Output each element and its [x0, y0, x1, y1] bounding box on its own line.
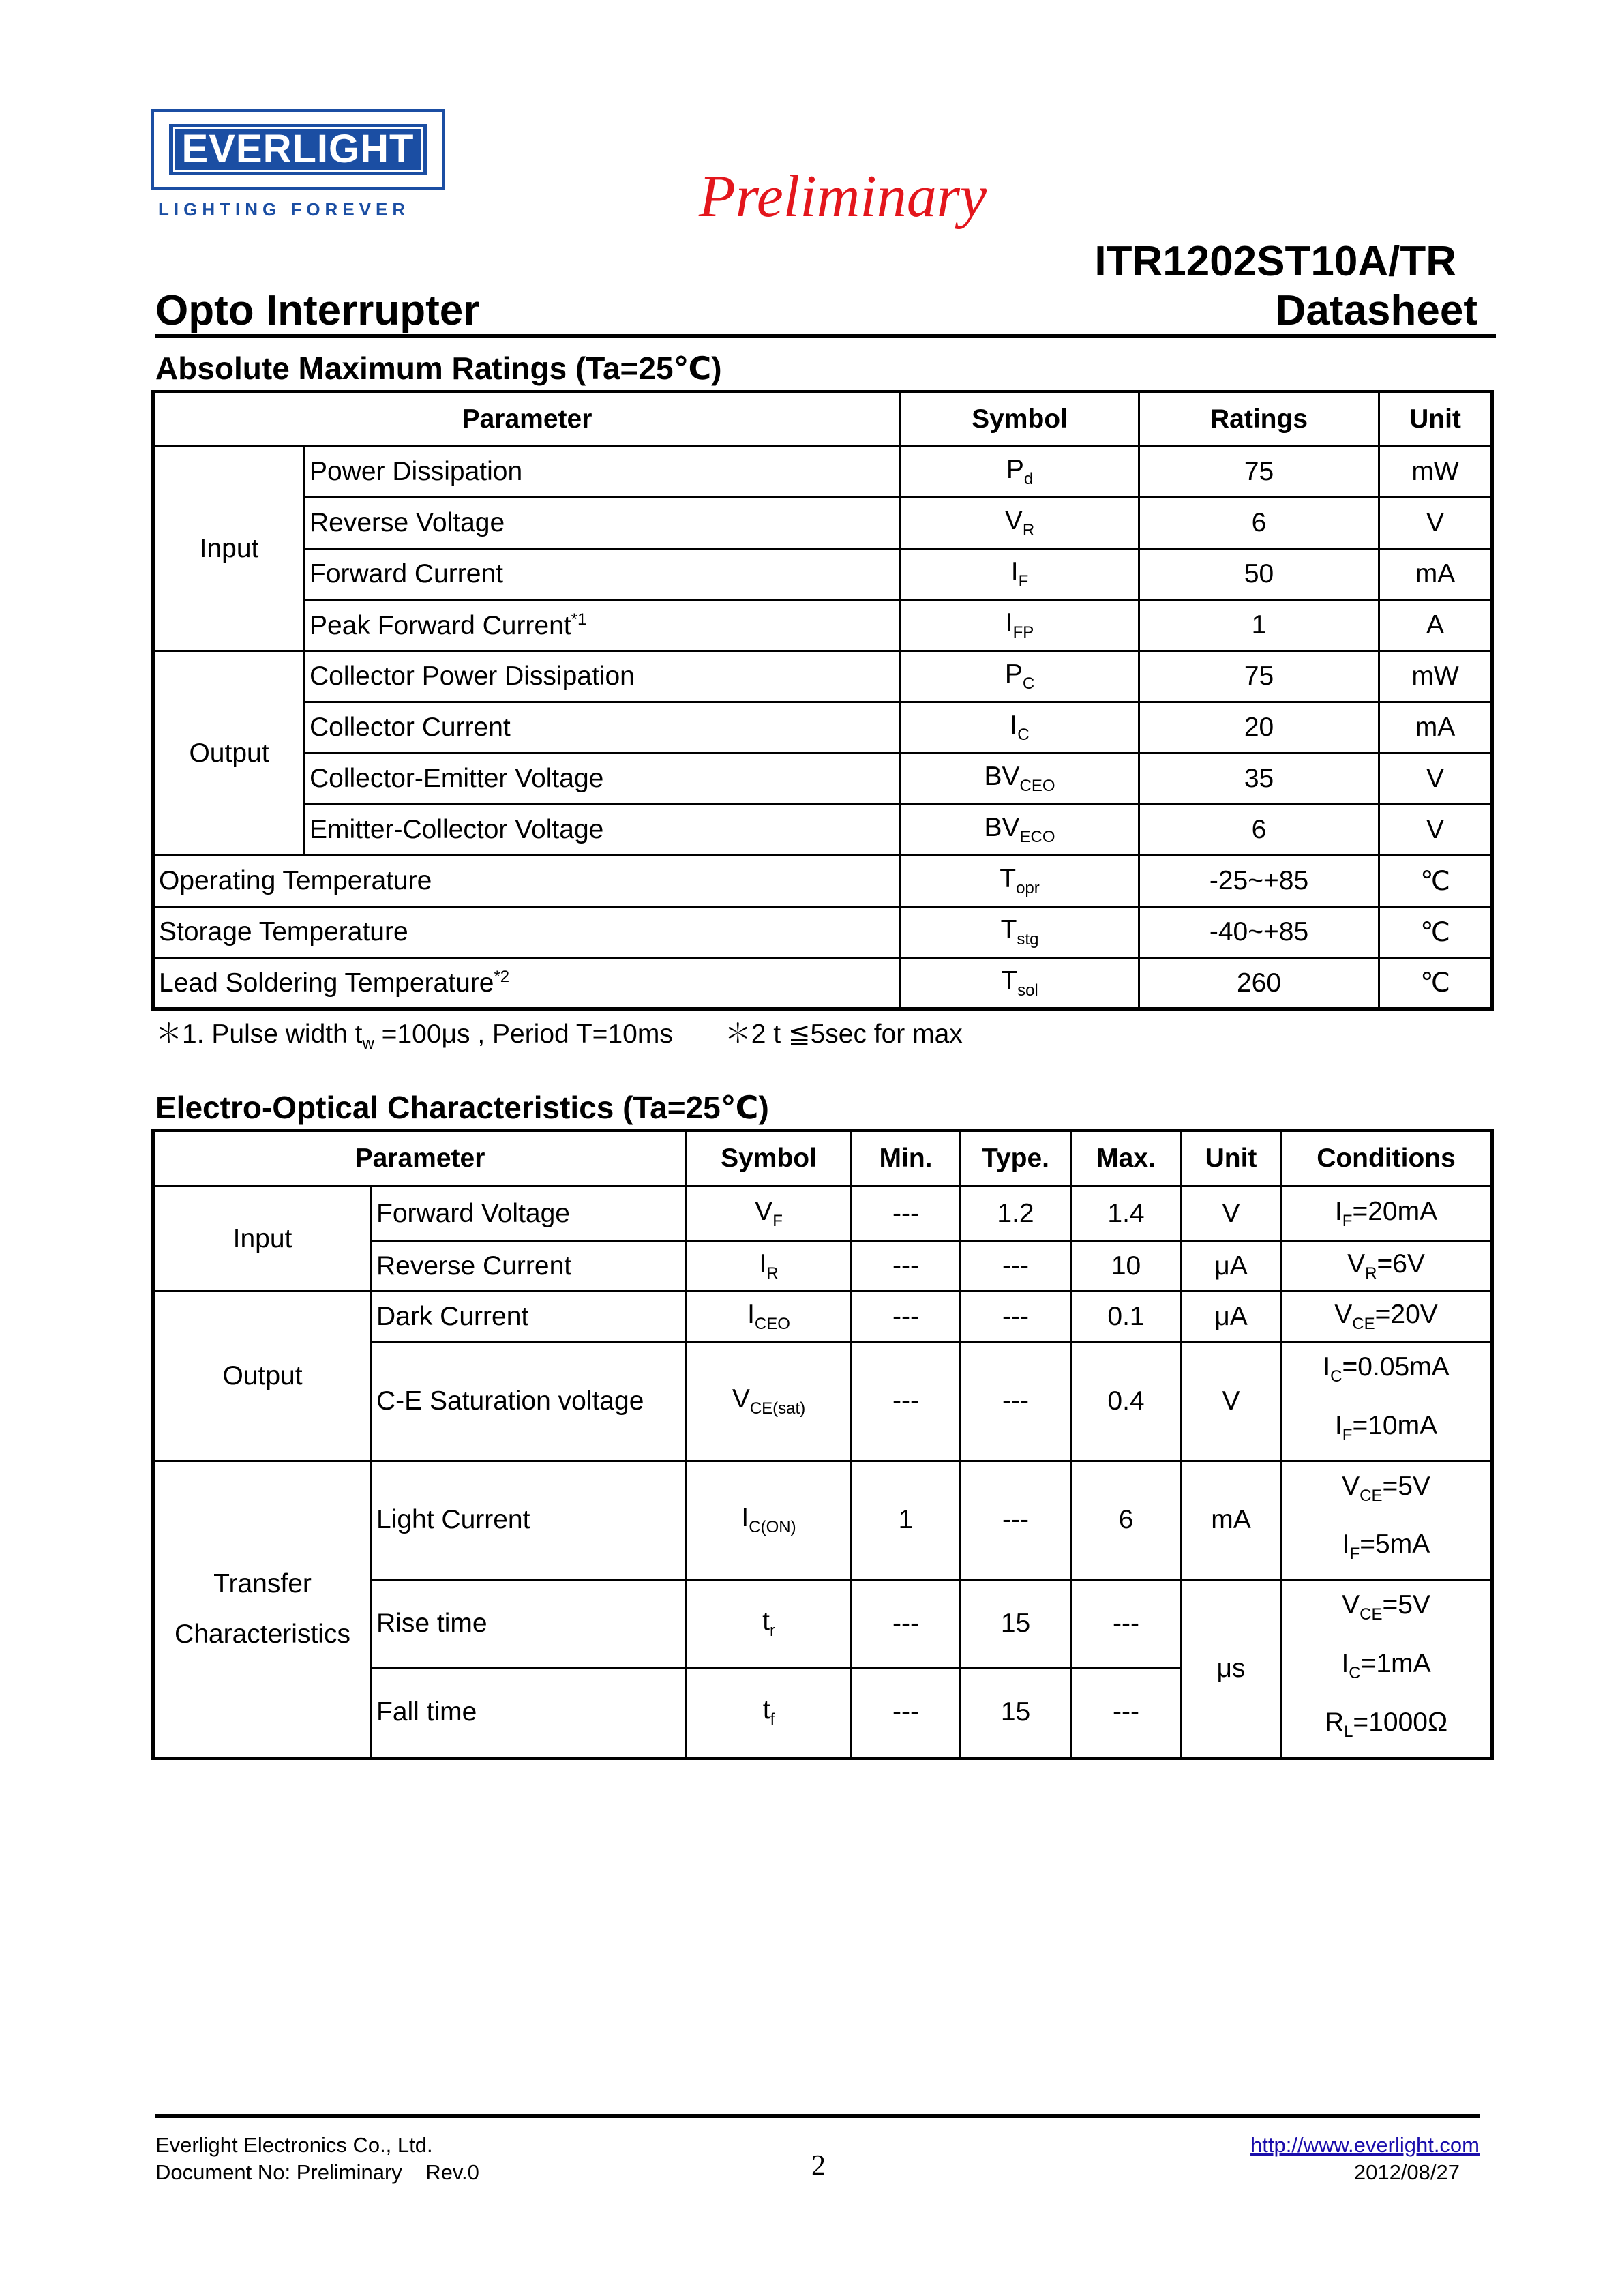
max-cell: 0.4 [1071, 1342, 1182, 1461]
doc-type: Datasheet [1275, 287, 1477, 334]
footer-doc-no: Document No: Preliminary Rev.0 [155, 2160, 479, 2184]
param-cell: Light Current [372, 1461, 687, 1580]
unit-cell: mW [1379, 651, 1492, 702]
rating-cell: 75 [1139, 447, 1379, 498]
cond-cell [1281, 1461, 1492, 1580]
min-cell: --- [852, 1187, 961, 1241]
table-row [153, 1187, 1492, 1241]
table-row [153, 651, 1492, 702]
typ-cell: --- [961, 1292, 1071, 1342]
symbol-cell: $I_C$ [901, 702, 1139, 754]
rating-cell: 75 [1139, 651, 1379, 702]
symbol-cell: $V_R$ [901, 498, 1139, 549]
col-symbol: Symbol [687, 1131, 852, 1187]
unit-cell: V [1182, 1187, 1281, 1241]
param-cell: Emitter-Collector Voltage [305, 805, 901, 856]
eo-title: Electro-Optical Characteristics (Ta=25℃) [155, 1090, 769, 1125]
param-cell: Reverse Voltage [305, 498, 901, 549]
preliminary-watermark: Preliminary [699, 164, 987, 230]
unit-cell: V [1379, 805, 1492, 856]
param-cell: Forward Current [305, 549, 901, 600]
rating-cell: 20 [1139, 702, 1379, 754]
condition-line: $R_L=1000\Omega$ [1324, 1707, 1448, 1741]
rating-cell: 6 [1139, 805, 1379, 856]
typ-cell: 1.2 [961, 1187, 1071, 1241]
header-rule [155, 334, 1496, 338]
typ-cell: --- [961, 1342, 1071, 1461]
page-number: 2 [811, 2150, 826, 2181]
unit-cell: mA [1379, 549, 1492, 600]
condition-line: $I_F=10mA$ [1334, 1410, 1438, 1444]
symbol-cell: $BV_{CEO}$ [901, 754, 1139, 805]
param-cell: Forward Voltage [372, 1187, 687, 1241]
param-cell: Dark Current [372, 1292, 687, 1342]
unit-cell: ℃ [1379, 907, 1492, 958]
condition-line: $I_F=5mA$ [1342, 1530, 1430, 1564]
footer-date: 2012/08/27 [1353, 2160, 1460, 2184]
col-max: Max. [1071, 1131, 1182, 1187]
table-row [153, 754, 1492, 805]
symbol-cell: $t_f$ [687, 1667, 852, 1758]
rating-cell: 50 [1139, 549, 1379, 600]
table-row [153, 805, 1492, 856]
symbol-cell: $T_{sol}$ [901, 958, 1139, 1009]
symbol-cell: $P_d$ [901, 447, 1139, 498]
rating-cell: 6 [1139, 498, 1379, 549]
condition-line: $V_{CE}=5V$ [1342, 1471, 1430, 1505]
param-cell: Power Dissipation [305, 447, 901, 498]
group-label: Input [153, 1187, 372, 1292]
max-cell: 1.4 [1071, 1187, 1182, 1241]
unit-cell: V [1379, 498, 1492, 549]
col-symbol: Symbol [901, 392, 1139, 447]
condition-line: $V_{CE}=5V$ [1342, 1590, 1430, 1624]
abs-max-table [151, 390, 1494, 1011]
eo-table [151, 1129, 1494, 1760]
footer-rule [155, 2114, 1480, 2118]
max-cell: 10 [1071, 1241, 1182, 1292]
rating-cell: 35 [1139, 754, 1379, 805]
symbol-cell: $I_{FP}$ [901, 600, 1139, 651]
condition-line: $I_C=0.05mA$ [1323, 1352, 1450, 1386]
cond-cell [1281, 1342, 1492, 1461]
logo-wordmark: EVERLIGHT [169, 124, 427, 175]
symbol-cell: $BV_{ECO}$ [901, 805, 1139, 856]
max-cell: 0.1 [1071, 1292, 1182, 1342]
table-row [153, 549, 1492, 600]
table-row [153, 600, 1492, 651]
group-label: Transfer Characteristics [153, 1461, 372, 1758]
table-row [153, 702, 1492, 754]
unit-cell: μA [1182, 1241, 1281, 1292]
param-cell: C-E Saturation voltage [372, 1342, 687, 1461]
param-cell: Reverse Current [372, 1241, 687, 1292]
symbol-cell: $I_R$ [687, 1241, 852, 1292]
symbol-cell: $T_{opr}$ [901, 856, 1139, 907]
min-cell: --- [852, 1292, 961, 1342]
col-unit: Unit [1182, 1131, 1281, 1187]
max-cell: 6 [1071, 1461, 1182, 1580]
min-cell: --- [852, 1580, 961, 1667]
param-cell: Lead Soldering Temperature$^{*2}$ [153, 958, 901, 1009]
table-row [153, 907, 1492, 958]
col-parameter: Parameter [153, 1131, 687, 1187]
unit-cell: mW [1379, 447, 1492, 498]
max-cell: --- [1071, 1667, 1182, 1758]
table-row [153, 958, 1492, 1009]
cond-cell: $I_F=20mA$ [1281, 1187, 1492, 1241]
symbol-cell: $V_F$ [687, 1187, 852, 1241]
rating-cell: 1 [1139, 600, 1379, 651]
symbol-cell: $I_{CEO}$ [687, 1292, 852, 1342]
col-typ: Type. [961, 1131, 1071, 1187]
table-row [153, 498, 1492, 549]
product-title: Opto Interrupter [155, 287, 480, 334]
footer-company: Everlight Electronics Co., Ltd. [155, 2133, 433, 2157]
min-cell: --- [852, 1342, 961, 1461]
rating-cell: 260 [1139, 958, 1379, 1009]
table-row [153, 856, 1492, 907]
group-label: Output [153, 1292, 372, 1461]
footer-website-link[interactable]: http://www.everlight.com [1250, 2133, 1480, 2157]
typ-cell: --- [961, 1241, 1071, 1292]
unit-cell: ℃ [1379, 958, 1492, 1009]
abs-max-title: Absolute Maximum Ratings (Ta=25℃) [155, 351, 722, 386]
col-ratings: Ratings [1139, 392, 1379, 447]
group-label: Input [153, 447, 305, 651]
param-cell: Operating Temperature [153, 856, 901, 907]
typ-cell: 15 [961, 1580, 1071, 1667]
part-number: ITR1202ST10A/TR [1094, 238, 1456, 285]
param-cell: Peak Forward Current$^{*1}$ [305, 600, 901, 651]
table-row [153, 447, 1492, 498]
table-header-row [153, 392, 1492, 447]
unit-cell: ℃ [1379, 856, 1492, 907]
footnotes: ＊1. Pulse width $t_w =100\mu s$ , Period T=10ms ＊2 t ≦5sec for max [155, 1019, 963, 1053]
logo-tagline: LIGHTING FOREVER [158, 199, 410, 220]
unit-cell: μA [1182, 1292, 1281, 1342]
cond-cell: $V_R=6V$ [1281, 1241, 1492, 1292]
symbol-cell: $I_F$ [901, 549, 1139, 600]
group-label: Output [153, 651, 305, 856]
param-cell: Fall time [372, 1667, 687, 1758]
condition-line: $I_C=1mA$ [1341, 1648, 1431, 1682]
unit-cell: μs [1182, 1580, 1281, 1758]
table-header-row [153, 1131, 1492, 1187]
min-cell: --- [852, 1241, 961, 1292]
typ-cell: 15 [961, 1667, 1071, 1758]
company-logo [151, 109, 445, 190]
symbol-cell: $t_r$ [687, 1580, 852, 1667]
param-cell: Collector Current [305, 702, 901, 754]
param-cell: Storage Temperature [153, 907, 901, 958]
param-cell: Rise time [372, 1580, 687, 1667]
unit-cell: mA [1182, 1461, 1281, 1580]
symbol-cell: $I_{C(ON)}$ [687, 1461, 852, 1580]
unit-cell: A [1379, 600, 1492, 651]
symbol-cell: $P_C$ [901, 651, 1139, 702]
cond-cell: $V_{CE}=20V$ [1281, 1292, 1492, 1342]
col-min: Min. [852, 1131, 961, 1187]
min-cell: 1 [852, 1461, 961, 1580]
min-cell: --- [852, 1667, 961, 1758]
unit-cell: mA [1379, 702, 1492, 754]
col-conditions: Conditions [1281, 1131, 1492, 1187]
unit-cell: V [1379, 754, 1492, 805]
symbol-cell: $T_{stg}$ [901, 907, 1139, 958]
table-row [153, 1461, 1492, 1580]
col-parameter: Parameter [153, 392, 901, 447]
rating-cell: -25~+85 [1139, 856, 1379, 907]
max-cell: --- [1071, 1580, 1182, 1667]
param-cell: Collector Power Dissipation [305, 651, 901, 702]
typ-cell: --- [961, 1461, 1071, 1580]
unit-cell: V [1182, 1342, 1281, 1461]
cond-cell [1281, 1580, 1492, 1758]
param-cell: Collector-Emitter Voltage [305, 754, 901, 805]
table-row [153, 1292, 1492, 1342]
symbol-cell: $V_{CE(sat)}$ [687, 1342, 852, 1461]
col-unit: Unit [1379, 392, 1492, 447]
rating-cell: -40~+85 [1139, 907, 1379, 958]
